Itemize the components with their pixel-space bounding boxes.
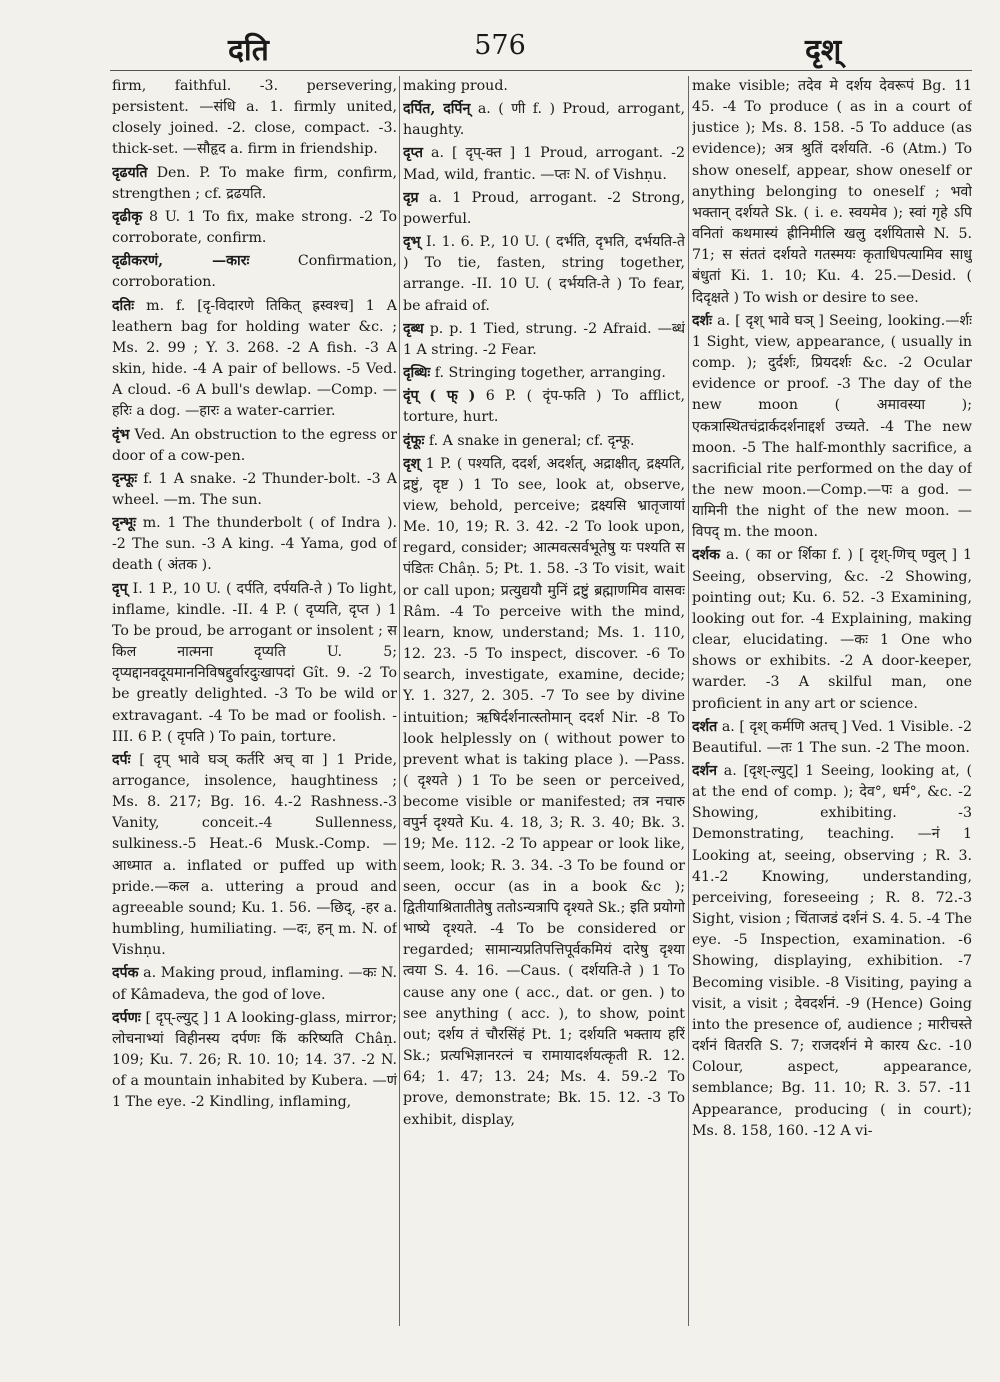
entry-definition: 8 U. 1 To fix, make strong. -2 To corroborate, confirm.: [112, 208, 397, 247]
entry-definition: making proud.: [403, 78, 508, 94]
dictionary-entry: [112, 469, 397, 511]
entry-headword: दृप्: [112, 580, 128, 597]
dictionary-entry: [692, 311, 972, 544]
entry-headword: दृब्धिः: [403, 365, 431, 382]
dictionary-entry: [112, 251, 397, 293]
entry-headword: दृन्फूः: [112, 470, 138, 487]
page-header: [0, 18, 1000, 78]
dictionary-entry: [403, 319, 685, 361]
entry-headword: दृढयति: [112, 164, 148, 181]
entry-headword: दृंफूः: [403, 432, 425, 449]
entry-headword: दृन्भूः: [112, 515, 137, 532]
page-number: 576: [474, 30, 526, 61]
entry-definition: p. p. 1 Tied, strung. -2 Afraid. —ब्धं 1 A string. -2 Fear.: [403, 320, 685, 358]
dictionary-entry: [403, 188, 685, 230]
dictionary-entry: [692, 717, 972, 759]
column-3: [692, 76, 972, 1326]
entry-definition: m. f. [दृ-विदारणे तिकित् ह्रस्वश्च] 1 A leathern bag for holding water &c. ; Ms. 2. 99 ; Y. 3. 268. -2 A fish. -3 A skin, hide. -4 A pair of bellows. -5 Ved. A cloud. -6 A bull's dewlap. —Comp. —हरिः a dog. —हारः a water-carrier.: [112, 297, 397, 420]
entry-definition: a. [दृश्-ल्युट्] 1 Seeing, looking at, ( at the end of comp. ); देव°, धर्म°, &c. -2 Showing, exhibiting. -3 Demonstrating, teaching. —नं 1 Looking at, seeing, observing ; R. 3. 41.-2 Knowing, understanding, perceiving, foreseeing ; R. 8. 72.-3 Sight, vision ; चिंताजडं दर्शनं S. 4. 5. -4 The eye. -5 Inspection, examination. -6 Showing, displaying, exhibition. -7 Becoming visible. -8 Visiting, paying a visit, a visit ; देवदर्शनं. -9 (Hence) Going into the presence of, audience ; मारीचस्ते दर्शनं वितरति S. 7; राजदर्शनं मे कारय &c. -10 Colour, aspect, appearance, semblance; Bg. 11. 10; R. 3. 57. -11 Appearance, producing ( in court); Ms. 8. 158, 160. -12 A vi-: [692, 763, 972, 1139]
entry-definition: Confirmation, corroboration.: [112, 253, 397, 291]
dictionary-entry: [112, 296, 397, 423]
column-divider: [688, 76, 689, 1326]
entry-headword: दृप्त: [403, 145, 423, 162]
dictionary-entry: [403, 99, 685, 141]
dictionary-entry: [112, 1008, 397, 1114]
header-right-word: दृश्: [805, 33, 842, 68]
entry-definition: a. ( का or र्शिका f. ) [ दृश्-णिच् ण्वुल् ] 1 Seeing, observing, &c. -2 Showing, pointing out; Ku. 6. 52. -3 Examining, looking out for. -4 Explaining, making clear, elucidating. —कः 1 One who shows or exhibits. -2 A door-keeper, warder. -3 A skilful man, one proficient in any art or science.: [692, 547, 972, 712]
dictionary-entry: [403, 76, 685, 97]
entry-definition: make visible; तदेव मे दर्शय देवरूपं Bg. 11 45. -4 To produce ( as in a court of justice ); Ms. 8. 158. -5 To adduce (as evidence); अत्र श्रुतिं दर्शयति. -6 (Atm.) To show oneself, appear, show oneself or anything belonging to oneself ; भवो भक्तान् दर्शयते Sk. ( i. e. स्वयमेव ); स्वां गृहे ऽपि वनितां कथमास्यं ह्रीनिमीलि खलु दर्शयितासे N. 5. 71; स संततं दर्शयते गतस्मयः कृताधिपत्यामिव साधु बंधुतां Ki. 1. 10; Ku. 4. 25.—Desid. ( दिदृक्षते ) To wish or desire to see.: [692, 78, 972, 306]
dictionary-entry: [692, 761, 972, 1142]
entry-headword: दर्पः: [112, 751, 131, 768]
entry-headword: दृभ्: [403, 234, 421, 251]
entry-headword: दृश्: [403, 455, 421, 472]
entry-headword: दर्पित, दर्पिन्: [403, 101, 471, 118]
entry-headword: दर्शः: [692, 312, 713, 329]
entry-headword: दृढीकरणं, —कारः: [112, 253, 250, 270]
entry-definition: f. Stringing together, arranging.: [434, 365, 666, 382]
dictionary-entry: [112, 76, 397, 161]
dictionary-entry: [112, 425, 397, 467]
header-rule: [110, 70, 972, 71]
entry-definition: 1 P. ( पश्यति, ददर्श, अदर्शत्, अद्राक्षीत्, द्रक्ष्यति, द्रष्टुं, दृष्ट ) 1 To see, look at, observe, view, behold, perceive; द्रक्ष्यसि भ्रातृजायां Me. 10, 19; R. 3. 42. -2 To look upon, regard, consider; आत्मवत्सर्वभूतेषु यः पश्यति स पंडितः Châṇ. 5; Pt. 1. 58. -3 To visit, wait or call upon; प्रत्युद्ययौ मुनिं द्रष्टुं ब्रह्माणमिव वासवः Râm. -4 To perceive with the mind, learn, know, understand; Ms. 1. 110, 12. 23. -5 To inspect, discover. -6 To search, investigate, examine, decide; Y. 1. 327, 2. 305. -7 To see by divine intuition; ऋषिर्दर्शनात्स्तोमान् ददर्श Nir. -8 To look helplessly on ( without power to prevent what is taking place ). —Pass. ( दृश्यते ) 1 To be seen or perceived, become visible or manifested; तत्र नचारु वपुर्न दृश्यते Ku. 4. 18, 3; R. 3. 40; Bk. 3. 19; Me. 112. -2 To appear or look like, seem, look; R. 3. 34. -3 To be found or seen, occur (as in a book &c ); द्वितीयाश्रितातीतेषु ततोऽन्यत्रापि दृश्यते Sk.; इति प्रयोगो भाष्ये दृश्यते. -4 To be considered or regarded; सामान्यप्रतिपत्तिपूर्वकमियं दारेषु दृश्या त्वया S. 4. 16. —Caus. ( दर्शयति-ते ) 1 To cause any one ( acc., dat. or gen. ) to see anything ( acc. ), to show, point out; दर्शय तं चौरसिंहं Pt. 1; दर्शयति भक्ताय हरिं Sk.; प्रत्यभिज्ञानरत्नं च रामायादर्शयत्कृती R. 12. 64; 1. 47; 13. 24; Ms. 4. 59.-2 To prove, demonstrate; Bk. 15. 12. -3 To exhibit, display,: [403, 455, 685, 1128]
entry-headword: दर्पणः: [112, 1009, 141, 1026]
column-divider: [399, 76, 400, 1326]
entry-headword: दर्पक: [112, 965, 139, 982]
dictionary-columns: [112, 76, 972, 1326]
column-2: [403, 76, 685, 1326]
header-left-word: दति: [228, 33, 269, 68]
entry-definition: m. 1 The thunderbolt ( of Indra ). -2 The sun. -3 A king. -4 Yama, god of death ( अंतक ).: [112, 515, 397, 574]
entry-headword: दर्शत: [692, 718, 718, 735]
dictionary-entry: [403, 232, 685, 317]
column-1: [112, 76, 397, 1326]
entry-definition: a. ( णी f. ) Proud, arrogant, haughty.: [403, 101, 685, 139]
entry-headword: दर्शक: [692, 547, 721, 564]
entry-headword: दर्शन: [692, 763, 718, 779]
entry-definition: firm, faithful. -3. persevering, persistent. —संधि a. 1. firmly united, closely joined. -2. close, compact. -3. thick-set. —सौहृद a. firm in friendship.: [112, 78, 397, 158]
dictionary-entry: [692, 545, 972, 714]
entry-definition: [ दृप्-ल्युट् ] 1 A looking-glass, mirror; लोचनाभ्यां विहीनस्य दर्पणः किं करिष्यति Châṇ. 109; Ku. 7. 26; R. 10. 10; 14. 37. -2 N. of a mountain inhabited by Kubera. —णं 1 The eye. -2 Kindling, inflaming,: [112, 1009, 397, 1111]
entry-definition: a. [ दृश् कर्मणि अतच् ] Ved. 1 Visible. -2 Beautiful. —तः 1 The sun. -2 The moon.: [692, 718, 972, 756]
entry-definition: I. 1. 6. P., 10 U. ( दर्भति, दृभति, दर्भयति-ते ) To tie, fasten, string together, arrange. -II. 10 U. ( दर्भयति-ते ) To fear, be afraid of.: [403, 234, 685, 314]
dictionary-entry: [112, 750, 397, 962]
dictionary-entry: [403, 386, 685, 428]
entry-headword: दृंप् ( फ् ): [403, 388, 476, 405]
entry-headword: दृब्ध: [403, 320, 424, 337]
entry-definition: a. Making proud, inflaming. —कः N. of Kâmadeva, the god of love.: [112, 965, 397, 1003]
entry-headword: दृढीकृ: [112, 208, 143, 225]
entry-definition: [ दृप् भावे घञ् कर्तरि अच् वा ] 1 Pride, arrogance, insolence, haughtiness ; Ms. 8. 217; Bg. 16. 4.-2 Rashness.-3 Vanity, conceit.-4 Sullenness, sulkiness.-5 Heat.-6 Musk.-Comp. —आध्मात a. inflated or puffed up with pride.—कल a. uttering a proud and agreeable sound; Ku. 1. 56. —छिद्, -हर a. humbling, humiliating. —दः, हन् m. N. of Vishṇu.: [112, 751, 397, 959]
dictionary-entry: [403, 454, 685, 1131]
dictionary-entry: [403, 143, 685, 185]
entry-definition: a. [ दृप्-क्त ] 1 Proud, arrogant. -2 Mad, wild, frantic. —प्तः N. of Vishṇu.: [403, 145, 685, 183]
entry-headword: दृंभ: [112, 426, 130, 443]
entry-definition: Ved. An obstruction to the egress or door of a cow-pen.: [112, 426, 397, 464]
entry-definition: Den. P. To make firm, confirm, strengthen ; cf. द्रढयति.: [112, 164, 397, 202]
entry-definition: 6 P. ( दृंप-फति ) To afflict, torture, hurt.: [403, 388, 685, 426]
dictionary-entry: [112, 963, 397, 1005]
entry-headword: दतिः: [112, 297, 135, 314]
entry-definition: a. 1 Proud, arrogant. -2 Strong, powerful.: [403, 189, 685, 227]
dictionary-entry: [403, 431, 685, 452]
entry-definition: f. 1 A snake. -2 Thunder-bolt. -3 A wheel. —m. The sun.: [112, 470, 397, 508]
dictionary-entry: [692, 76, 972, 309]
entry-headword: दृप्र: [403, 189, 419, 206]
entry-definition: a. [ दृश् भावे घञ् ] Seeing, looking.—र्शः 1 Sight, view, appearance, ( usually in comp. ); दुर्दर्शः, प्रियदर्शः &c. -2 Ocular evidence or proof. -3 The day of the new moon ( अमावस्या ); एकत्रास्थितचंद्रार्कदर्शनाद्दर्श उच्यते. -4 The new moon. -5 The half-monthly sacrifice, a sacrificial rite performed on the day of the new moon.—Comp.—पः a god. —यामिनी the night of the new moon. —विपद् m. the moon.: [692, 312, 972, 541]
entry-definition: I. 1 P., 10 U. ( दर्पति, दर्पयति-ते ) To light, inflame, kindle. -II. 4 P. ( दृप्यति, दृप्त ) 1 To be proud, be arrogant or insolent ; स किल नात्मना दृप्यति U. 5; दृप्यद्दानवदूयमाननिविषद्दुर्वारदुःखापदां Gît. 9. -2 To be greatly delighted. -3 To be wild or extravagant. -4 To be mad or foolish. -III. 6 P. ( दृपति ) To pain, torture.: [112, 580, 397, 745]
dictionary-entry: [112, 207, 397, 249]
dictionary-entry: [112, 513, 397, 576]
dictionary-entry: [112, 163, 397, 205]
dictionary-entry: [403, 363, 685, 384]
dictionary-entry: [112, 579, 397, 748]
entry-definition: f. A snake in general; cf. दृन्फू.: [428, 432, 635, 449]
